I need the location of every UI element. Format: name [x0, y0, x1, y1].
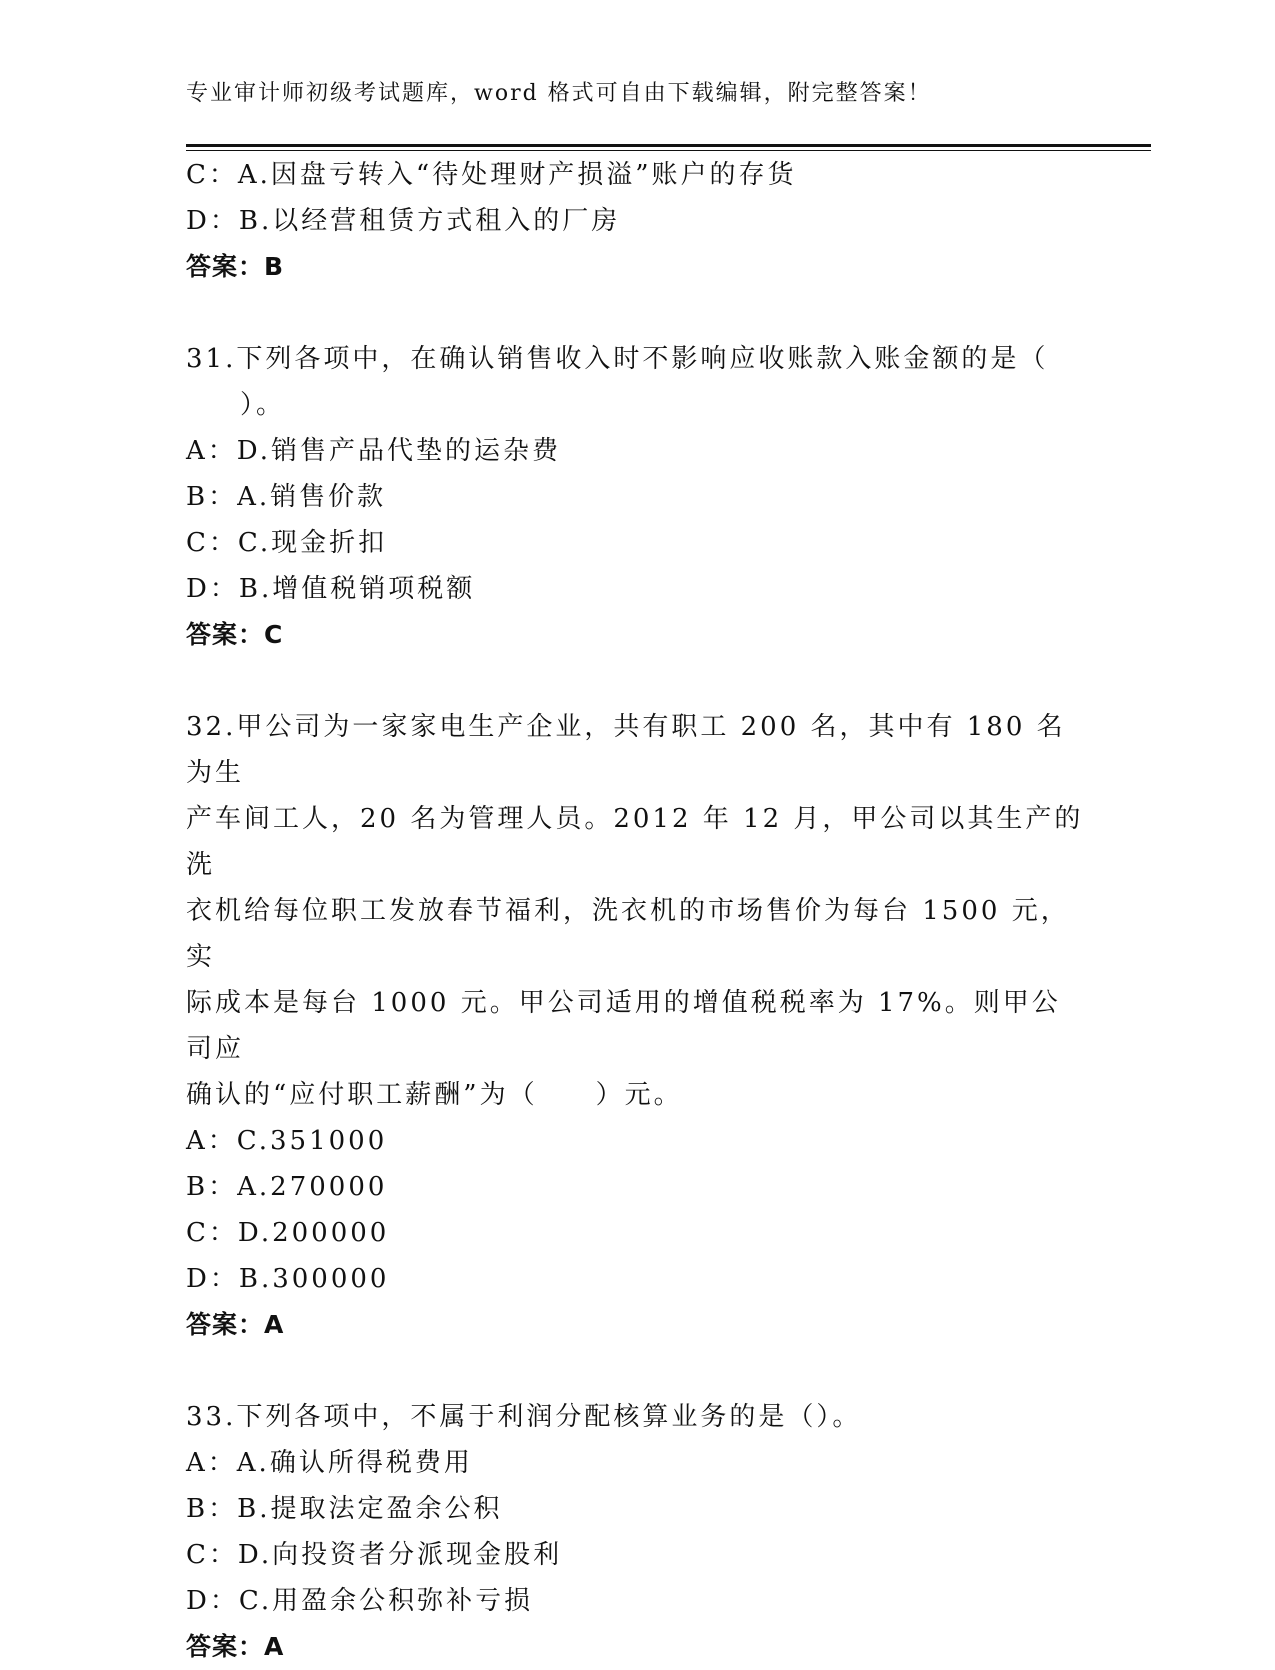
option: A：C.351000: [186, 1126, 388, 1156]
prev-question: [186, 152, 1086, 290]
question-text: [186, 336, 1086, 428]
option: B：A.270000: [186, 1172, 388, 1202]
question-line: 33.下列各项中，不属于利润分配核算业务的是（）。: [186, 1402, 862, 1432]
option: D：C.用盈余公积弥补亏损: [186, 1586, 534, 1616]
option: A：A.确认所得税费用: [186, 1448, 473, 1478]
answer: 答案：C: [186, 620, 284, 649]
answer: 答案：B: [186, 252, 285, 281]
question-line: 际成本是每台 1000 元。甲公司适用的增值税税率为 17%。则甲公司应: [186, 988, 1061, 1064]
option: D：B.以经营租赁方式租入的厂房: [186, 206, 621, 236]
question-31: [186, 336, 1086, 658]
question-line: 31.下列各项中，在确认销售收入时不影响应收账款入账金额的是（: [186, 344, 1049, 374]
option: C：A.因盘亏转入“待处理财产损溢”账户的存货: [186, 160, 797, 190]
question-line: 确认的“应付职工薪酬”为（ ）元。: [186, 1080, 683, 1110]
option: C：C.现金折扣: [186, 528, 388, 558]
page-header: 专业审计师初级考试题库，word 格式可自由下载编辑，附完整答案！: [186, 81, 932, 106]
spacer: [186, 290, 1086, 336]
question-line: ）。: [240, 390, 286, 420]
option: C：D.200000: [186, 1218, 390, 1248]
question-line: 产车间工人，20 名为管理人员。2012 年 12 月，甲公司以其生产的洗: [186, 804, 1084, 880]
question-text: [186, 1394, 1086, 1440]
question-line: 衣机给每位职工发放春节福利，洗衣机的市场售价为每台 1500 元，实: [186, 896, 1070, 972]
option: D：B.增值税销项税额: [186, 574, 476, 604]
spacer: [186, 1348, 1086, 1394]
answer: 答案：A: [186, 1632, 285, 1661]
option: D：B.300000: [186, 1264, 390, 1294]
document-body: [186, 152, 1086, 1670]
question-line: 32.甲公司为一家家电生产企业，共有职工 200 名，其中有 180 名为生: [186, 712, 1066, 788]
header-rule-thick: [186, 144, 1151, 147]
question-text: [186, 704, 1086, 1118]
option: C：D.向投资者分派现金股利: [186, 1540, 563, 1570]
option: B：A.销售价款: [186, 482, 387, 512]
option: B：B.提取法定盈余公积: [186, 1494, 503, 1524]
header-rule-thin: [186, 150, 1151, 151]
question-33: [186, 1394, 1086, 1670]
answer: 答案：A: [186, 1310, 285, 1339]
option: A：D.销售产品代垫的运杂费: [186, 436, 561, 466]
question-32: [186, 704, 1086, 1348]
spacer: [186, 658, 1086, 704]
